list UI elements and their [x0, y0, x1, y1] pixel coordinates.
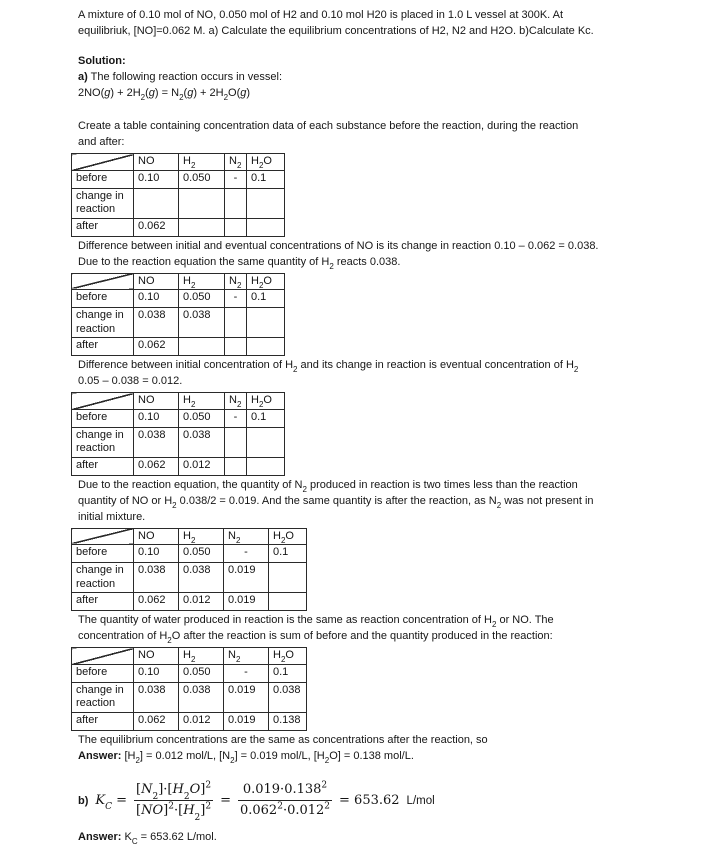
value-cell: 0.050: [179, 290, 225, 308]
table-header-cell: $N_2$: [224, 648, 269, 665]
value-cell: [247, 218, 285, 236]
row-label-cell: after: [72, 593, 134, 611]
value-cell: 0.038: [269, 682, 307, 712]
table-header-cell: NO: [134, 528, 179, 545]
part-a-line: [78, 69, 696, 85]
diagonal-corner-cell: [72, 528, 134, 545]
part-b-label: b): [78, 794, 89, 807]
value-cell: 0.012: [179, 712, 224, 730]
value-cell: 0.038: [134, 427, 179, 457]
value-cell: [247, 308, 285, 338]
value-cell: 0.050: [179, 170, 225, 188]
problem-statement: A mixture of 0.10 mol of NO, 0.050 mol of H2 and 0.10 mol H20 is placed in 1.0 L vessel at 300K. At equilibriuk, [NO]=0.062 M. a) Calculate the equilibrium concentrations of H2, N2 and H2O. b)Calculate Kc.: [78, 9, 594, 37]
value-cell: 0.062: [134, 593, 179, 611]
table-row: [72, 409, 285, 427]
value-cell: [247, 188, 285, 218]
table-header-cell: NO: [134, 273, 179, 290]
table-row: [72, 712, 307, 730]
value-cell: 0.062: [134, 338, 179, 356]
diagonal-corner-cell: [72, 648, 134, 665]
concentration-table-1: [71, 153, 285, 237]
table-header-row: [72, 273, 285, 290]
value-cell: 0.062: [134, 218, 179, 236]
table-row: [72, 593, 307, 611]
equilibrium-note: The equilibrium concentrations are the same as concentrations after the reaction, so: [78, 733, 488, 746]
value-cell: 0.012: [179, 593, 224, 611]
value-cell: 0.10: [134, 170, 179, 188]
note-h2-difference: Difference between initial concentration of $H_2$ and its change in reaction is eventual concentration of $H_2$ 0.05 – 0.038 = 0.012.: [78, 359, 579, 387]
value-cell: 0.019: [224, 712, 269, 730]
value-cell: [247, 338, 285, 356]
table-header-cell: $N_2$: [225, 154, 247, 171]
note-n2-produced: Due to the reaction equation, the quantity of $N_2$ produced in reaction is two times less than the reaction quantity of NO or $H_2$ 0.038/2 = 0.019. And the same quantity is after the reaction, as $N_2$ was not present in initial mixture.: [78, 478, 594, 523]
value-cell: 0.050: [179, 545, 224, 563]
table-row: [72, 457, 285, 475]
value-cell: -: [225, 170, 247, 188]
table-header-cell: $H_2O$: [247, 393, 285, 410]
row-label-cell: after: [72, 712, 134, 730]
value-cell: [269, 563, 307, 593]
table-row: [72, 218, 285, 236]
value-cell: 0.1: [247, 170, 285, 188]
fraction-denominator: $[NO]^2\cdot[H_2]^2$: [136, 801, 212, 823]
answer-b-text: $K_C = 653.62$ L/mol.: [121, 830, 217, 846]
value-cell: 0.10: [134, 409, 179, 427]
formula-result: = 653.62: [339, 792, 400, 808]
part-a-text: The following reaction occurs in vessel:: [87, 71, 283, 83]
value-cell: 0.012: [179, 457, 225, 475]
table-header-cell: $H_2O$: [247, 273, 285, 290]
kc-formula: [78, 778, 716, 824]
table-header-cell: $H_2O$: [269, 528, 307, 545]
table-row: [72, 545, 307, 563]
row-label-cell: change in reaction: [72, 427, 134, 457]
note-no-difference: Difference between initial and eventual concentrations of NO is its change in reaction 0.10 – 0.062 = 0.038. Due to the reaction equation the same quantity of $H_2$ reacts 0.038.: [78, 239, 599, 271]
value-cell: 0.138: [269, 712, 307, 730]
answer-b-label: Answer:: [78, 830, 122, 843]
table-row: [72, 682, 307, 712]
concentration-table-5: [71, 647, 307, 731]
value-cell: [225, 308, 247, 338]
value-cell: [269, 593, 307, 611]
value-cell: 0.038: [134, 682, 179, 712]
value-cell: [225, 188, 247, 218]
create-table-text: Create a table containing concentration data of each substance before the reaction, during the reaction and after:: [78, 120, 579, 148]
value-cell: 0.038: [179, 308, 225, 338]
table-row: [72, 563, 307, 593]
table-header-cell: $H_2$: [179, 154, 225, 171]
answer-a-label: Answer:: [78, 749, 122, 762]
value-cell: 0.1: [247, 290, 285, 308]
row-label-cell: change in reaction: [72, 682, 134, 712]
concentration-table-4: [71, 528, 307, 612]
value-cell: 0.038: [179, 563, 224, 593]
table-row: [72, 290, 285, 308]
concentration-table-2: [71, 273, 285, 357]
value-cell: [134, 188, 179, 218]
value-cell: 0.062: [134, 712, 179, 730]
value-cell: 0.038: [134, 563, 179, 593]
value-cell: 0.019: [224, 593, 269, 611]
table-header-row: [72, 393, 285, 410]
value-cell: -: [225, 290, 247, 308]
table-row: [72, 308, 285, 338]
value-cell: [179, 188, 225, 218]
equals-sign: =: [220, 792, 231, 808]
formula-result-unit: L/mol: [406, 794, 435, 807]
numeric-fraction: [238, 782, 332, 819]
answer-a-line: [78, 748, 696, 764]
diagonal-corner-cell: [72, 393, 134, 410]
value-cell: 0.038: [179, 682, 224, 712]
value-cell: 0.038: [134, 308, 179, 338]
concentration-table-3: [71, 392, 285, 476]
table-header-row: [72, 648, 307, 665]
diagonal-corner-cell: [72, 154, 134, 171]
value-cell: 0.050: [179, 664, 224, 682]
row-label-cell: after: [72, 457, 134, 475]
table-row: [72, 338, 285, 356]
table-header-cell: $H_2$: [179, 393, 225, 410]
fraction-numerator: $0.019\cdot 0.138^2$: [238, 782, 332, 801]
kc-symbol: $K_C$ =: [95, 792, 128, 813]
table-header-cell: $H_2$: [179, 648, 224, 665]
row-label-cell: change in reaction: [72, 188, 134, 218]
table-row: [72, 427, 285, 457]
value-cell: 0.019: [224, 682, 269, 712]
value-cell: 0.019: [224, 563, 269, 593]
table-header-cell: $H_2$: [179, 273, 225, 290]
value-cell: 0.10: [134, 545, 179, 563]
value-cell: -: [224, 545, 269, 563]
table-header-row: [72, 528, 307, 545]
value-cell: 0.062: [134, 457, 179, 475]
table-header-cell: $N_2$: [225, 393, 247, 410]
table-header-cell: $N_2$: [224, 528, 269, 545]
value-cell: [179, 338, 225, 356]
table-header-cell: $H_2O$: [247, 154, 285, 171]
row-label-cell: before: [72, 664, 134, 682]
table-header-cell: $H_2O$: [269, 648, 307, 665]
answer-b-line: [78, 829, 696, 845]
row-label-cell: after: [72, 338, 134, 356]
table-header-cell: NO: [134, 154, 179, 171]
value-cell: [225, 218, 247, 236]
table-header-cell: NO: [134, 393, 179, 410]
note-h2o-produced: The quantity of water produced in reaction is the same as reaction concentration of $H_2$ or NO. The concentration of $H_2O$ after the reaction is sum of before and the quantity produced in the reaction:: [78, 614, 554, 646]
table-header-row: [72, 154, 285, 171]
value-cell: 0.1: [269, 664, 307, 682]
table-row: [72, 664, 307, 682]
solution-heading: Solution:: [78, 55, 126, 67]
table-row: [72, 188, 285, 218]
value-cell: [247, 457, 285, 475]
value-cell: 0.1: [269, 545, 307, 563]
fraction-numerator: $[N_2]\cdot[H_2O]^2$: [134, 782, 213, 801]
row-label-cell: before: [72, 409, 134, 427]
row-label-cell: change in reaction: [72, 308, 134, 338]
table-header-cell: NO: [134, 648, 179, 665]
fraction-denominator: $0.062^2\cdot 0.012^2$: [239, 801, 331, 818]
value-cell: 0.10: [134, 664, 179, 682]
row-label-cell: change in reaction: [72, 563, 134, 593]
table-header-cell: $H_2$: [179, 528, 224, 545]
value-cell: 0.10: [134, 290, 179, 308]
answer-a-text: $[H_2] = 0.012$ mol/L, $[N_2] = 0.019$ mol/L, $[H_2O] = 0.138$ mol/L.: [121, 749, 414, 765]
value-cell: [225, 427, 247, 457]
value-cell: [179, 218, 225, 236]
value-cell: 0.050: [179, 409, 225, 427]
diagonal-corner-cell: [72, 273, 134, 290]
reaction-equation: $2NO(g) + 2H_2(g) = N_2(g) + 2H_2O(g)$: [78, 87, 251, 103]
value-cell: [225, 338, 247, 356]
value-cell: 0.1: [247, 409, 285, 427]
row-label-cell: before: [72, 545, 134, 563]
row-label-cell: before: [72, 170, 134, 188]
value-cell: [225, 457, 247, 475]
row-label-cell: before: [72, 290, 134, 308]
table-header-cell: $N_2$: [225, 273, 247, 290]
symbolic-fraction: [134, 780, 213, 823]
value-cell: 0.038: [179, 427, 225, 457]
value-cell: -: [225, 409, 247, 427]
part-a-label: a): [78, 71, 88, 83]
table-row: [72, 170, 285, 188]
value-cell: -: [224, 664, 269, 682]
row-label-cell: after: [72, 218, 134, 236]
value-cell: [247, 427, 285, 457]
